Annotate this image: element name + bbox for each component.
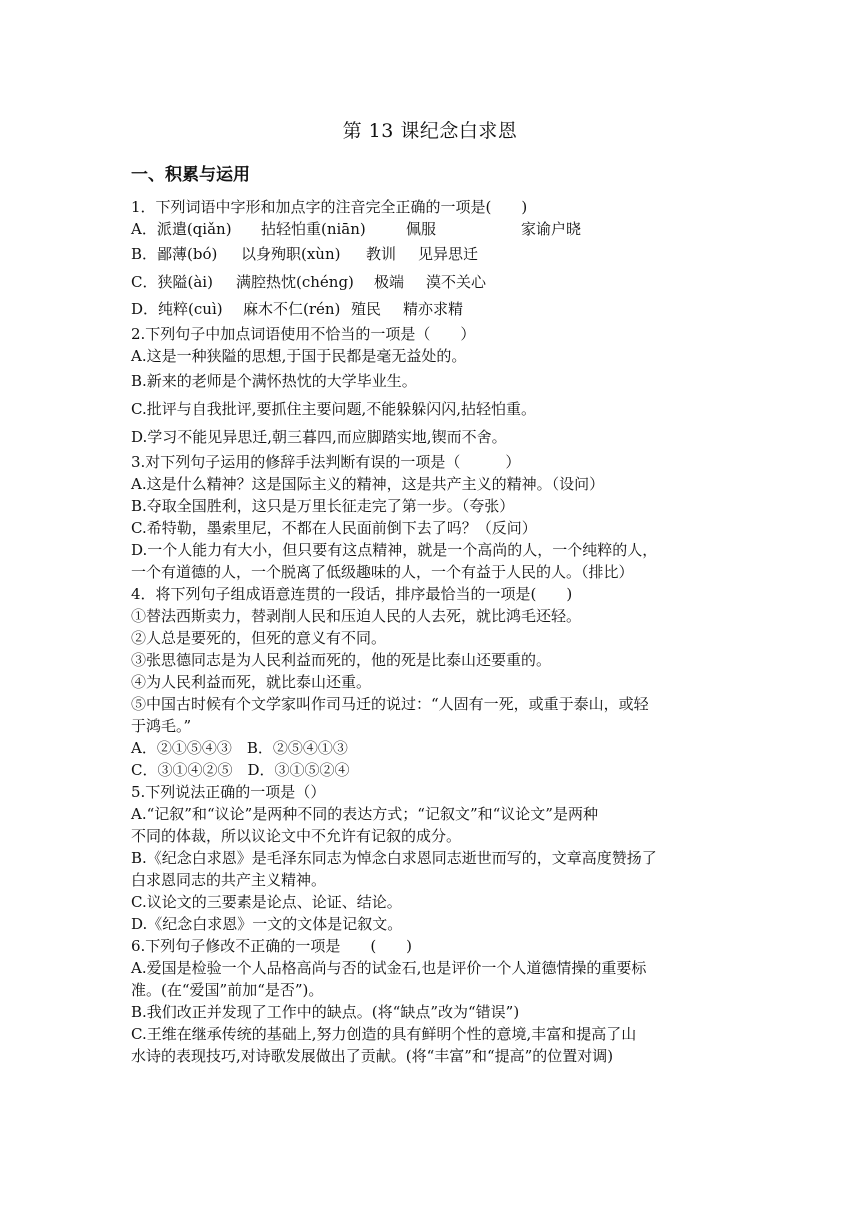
q3-option-c: C.希特勒，墨索里尼，不都在人民面前倒下去了吗？（反问） bbox=[131, 519, 537, 537]
page-title: 第 13 课纪念白求恩 bbox=[342, 120, 518, 142]
q2-option-a: A.这是一种狭隘的思想,于国于民都是毫无益处的。 bbox=[131, 347, 467, 365]
q1-c-2: 满腔热忱(chéng) bbox=[236, 273, 354, 291]
q5-option-c: C.议论文的三要素是论点、论证、结论。 bbox=[131, 893, 402, 911]
q3-option-d-line2: 一个有道德的人，一个脱离了低级趣味的人，一个有益于人民的人。（排比） bbox=[131, 563, 634, 581]
q5-option-d: D.《纪念白求恩》一文的文体是记叙文。 bbox=[131, 915, 403, 933]
q2-option-c: C.批评与自我批评,要抓住主要问题,不能躲躲闪闪,拈轻怕重。 bbox=[131, 400, 537, 418]
q4-options-ab: A．②①⑤④③ B．②⑤④①③ bbox=[131, 739, 348, 757]
section-title: 一、积累与运用 bbox=[131, 165, 250, 185]
q1-d-1: D．纯粹(cuì) bbox=[131, 300, 223, 318]
q1-a-1: A．派遣(qiǎn) bbox=[131, 220, 232, 238]
q4-stem: 4．将下列句子组成语意连贯的一段话，排序最恰当的一项是( ) bbox=[131, 585, 573, 603]
q1-option-a bbox=[131, 218, 731, 240]
q2-option-b: B.新来的老师是个满怀热忱的大学毕业生。 bbox=[131, 372, 417, 390]
q6-stem: 6.下列句子修改不正确的一项是 ( ) bbox=[131, 937, 413, 955]
q4-sentence-1: ①替法西斯卖力，替剥削人民和压迫人民的人去死，就比鸿毛还轻。 bbox=[131, 607, 582, 625]
q3-option-d-line1: D.一个人能力有大小，但只要有这点精神，就是一个高尚的人，一个纯粹的人， bbox=[131, 541, 658, 559]
q1-a-4: 家谕户晓 bbox=[521, 220, 582, 238]
q2-option-d: D.学习不能见异思迁,朝三暮四,而应脚踏实地,锲而不舍。 bbox=[131, 428, 507, 446]
q5-option-b-line1: B.《纪念白求恩》是毛泽东同志为悼念白求恩同志逝世而写的，文章高度赞扬了 bbox=[131, 849, 657, 867]
q1-b-3: 教训 bbox=[366, 245, 397, 263]
q6-option-c-line1: C.王维在继承传统的基础上,努力创造的具有鲜明个性的意境,丰富和提高了山 bbox=[131, 1025, 637, 1043]
q1-d-3: 殖民 bbox=[351, 300, 382, 318]
q6-option-a-line1: A.爱国是检验一个人品格高尚与否的试金石,也是评价一个人道德情操的重要标 bbox=[131, 959, 647, 977]
q1-option-b bbox=[131, 240, 731, 268]
q3-option-b: B.夺取全国胜利，这只是万里长征走完了第一步。（夸张） bbox=[131, 497, 515, 515]
q1-c-3: 极端 bbox=[374, 273, 405, 291]
q4-options-cd: C．③①④②⑤ D．③①⑤②④ bbox=[131, 761, 350, 779]
question-list bbox=[131, 196, 731, 1067]
q4-sentence-2: ②人总是要死的，但死的意义有不同。 bbox=[131, 629, 387, 647]
q3-stem: 3.对下列句子运用的修辞手法判断有误的一项是（ ） bbox=[131, 453, 521, 471]
q1-c-4: 漠不关心 bbox=[426, 273, 487, 291]
q1-c-1: C．狭隘(ài) bbox=[131, 273, 213, 291]
q6-option-a-line2: 准。(在“爱国”前加“是否”)。 bbox=[131, 981, 324, 999]
q4-sentence-5-line1: ⑤中国古时候有个文学家叫作司马迁的说过：“人固有一死，或重于泰山，或轻 bbox=[131, 695, 649, 713]
q1-b-4: 见异思迁 bbox=[418, 245, 479, 263]
q5-option-b-line2: 白求恩同志的共产主义精神。 bbox=[131, 871, 327, 889]
q5-option-a-line1: A.“记叙”和“议论”是两种不同的表达方式；“记叙文”和“议论文”是两种 bbox=[131, 805, 598, 823]
q1-d-2: 麻木不仁(rén) bbox=[243, 300, 341, 318]
q1-b-1: B．鄙薄(bó) bbox=[131, 245, 218, 263]
q2-stem: 2.下列句子中加点词语使用不恰当的一项是（ ） bbox=[131, 325, 476, 343]
q4-sentence-4: ④为人民利益而死，就比泰山还重。 bbox=[131, 673, 372, 691]
q1-option-d bbox=[131, 296, 731, 323]
q1-option-c bbox=[131, 268, 731, 296]
q1-a-3: 佩服 bbox=[406, 220, 437, 238]
q1-stem: 1．下列词语中字形和加点字的注音完全正确的一项是( ) bbox=[131, 198, 528, 216]
q1-b-2: 以身殉职(xùn) bbox=[241, 245, 341, 263]
q4-sentence-3: ③张思德同志是为人民利益而死的，他的死是比泰山还要重的。 bbox=[131, 651, 552, 669]
q5-option-a-line2: 不同的体裁，所以议论文中不允许有记叙的成分。 bbox=[131, 827, 462, 845]
q5-stem: 5.下列说法正确的一项是（） bbox=[131, 783, 326, 801]
q1-d-4: 精亦求精 bbox=[403, 300, 464, 318]
q6-option-b: B.我们改正并发现了工作中的缺点。(将“缺点”改为“错误”) bbox=[131, 1003, 520, 1021]
q4-sentence-5-line2: 于鸿毛。” bbox=[131, 717, 192, 735]
q6-option-c-line2: 水诗的表现技巧,对诗歌发展做出了贡献。(将“丰富”和“提高”的位置对调) bbox=[131, 1047, 614, 1065]
q1-a-2: 拈轻怕重(niān) bbox=[261, 220, 366, 238]
q3-option-a: A.这是什么精神？这是国际主义的精神，这是共产主义的精神。（设问） bbox=[131, 475, 605, 493]
